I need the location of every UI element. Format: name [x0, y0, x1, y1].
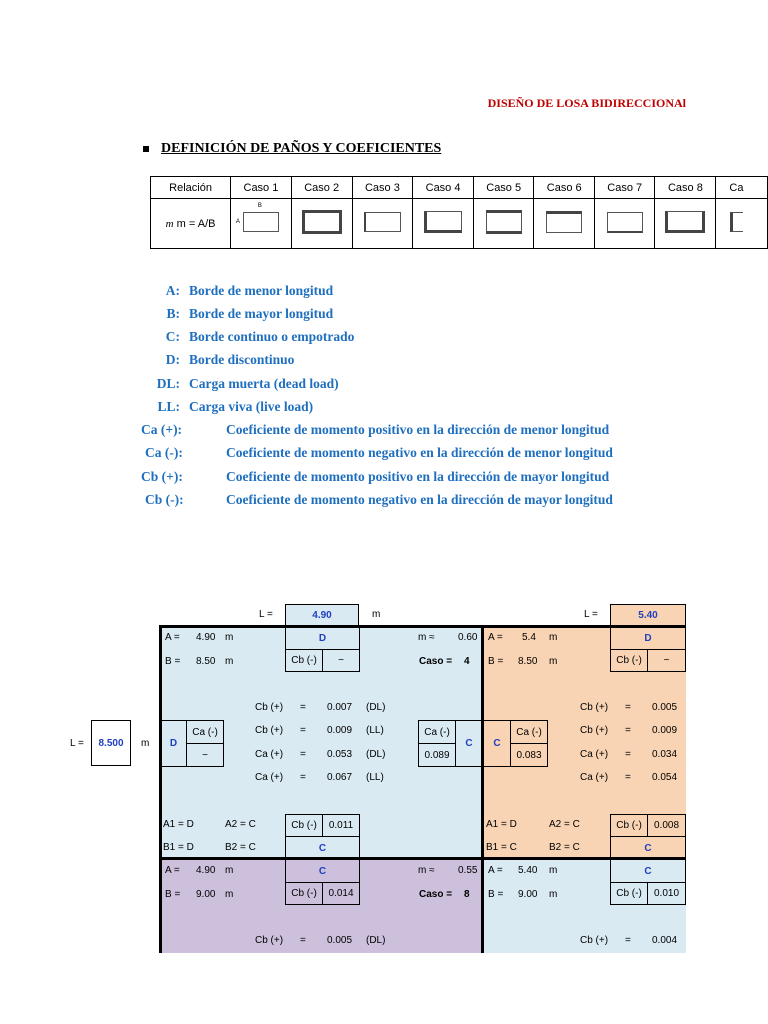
legend-text: Carga muerta (dead load) — [189, 376, 339, 391]
p1-m-label: m ≈ — [418, 632, 435, 643]
p1-bottom-edge: C — [285, 836, 360, 859]
p2-top-edge: D — [610, 627, 686, 650]
p1-a2: A2 = C — [225, 819, 256, 830]
span-l1-value: 4.90 — [285, 604, 359, 626]
slab-case-2-icon — [302, 210, 342, 234]
p3-a-unit: m — [225, 865, 234, 876]
legend-text: Borde continuo o empotrado — [189, 329, 355, 344]
legend-text: Carga viva (live load) — [189, 399, 314, 414]
legend-key: Cb (-): — [145, 492, 184, 507]
slab-case-1-icon — [235, 203, 279, 232]
p1-b-label: B = — [165, 656, 181, 667]
p1-coef-value: 0.053 — [327, 749, 353, 760]
top-border — [159, 625, 686, 628]
p1-left-edge: D — [161, 720, 187, 767]
legend-key: Ca (-): — [145, 445, 183, 460]
span-unit: m — [141, 738, 150, 749]
caso-4-diagram — [413, 199, 474, 249]
p4-b-value: 9.00 — [518, 889, 538, 900]
p4-a-value: 5.40 — [518, 865, 538, 876]
p1-b-value: 8.50 — [196, 656, 216, 667]
legend-text: Coeficiente de momento negativo en la dirección de mayor longitud — [226, 492, 613, 507]
p2-bottom-edge: C — [610, 836, 686, 859]
p2-coef-eq: = — [625, 749, 631, 760]
span-l-label: L = — [584, 609, 598, 620]
caso-1-diagram — [231, 199, 292, 249]
p2-b-value: 8.50 — [518, 656, 538, 667]
slab-case-7-icon — [607, 212, 643, 233]
p2-cbneg-bottom-value: 0.008 — [647, 814, 686, 837]
legend-key: DL: — [156, 376, 180, 391]
span-l2-value: 5.40 — [610, 604, 686, 626]
caso-5-diagram — [473, 199, 534, 249]
header-caso-9: Ca — [716, 177, 768, 199]
header-caso-3: Caso 3 — [352, 177, 413, 199]
p2-coef-value: 0.054 — [652, 772, 678, 783]
label-b: B — [257, 203, 262, 209]
p1-right-ca-value: 0.089 — [418, 743, 456, 767]
p3-coef-name: Cb (+) — [255, 935, 284, 946]
legend-key: B: — [166, 306, 180, 321]
slab-case-8-icon — [665, 211, 705, 233]
legend-key: C: — [165, 329, 180, 344]
p1-coef-name: Ca (+) — [255, 772, 284, 783]
row-label-m: m m = A/B — [151, 199, 231, 249]
p1-right-edge: C — [455, 720, 482, 767]
p2-cbneg-top-value: − — [647, 649, 686, 672]
legend-text: Borde de mayor longitud — [189, 306, 334, 321]
slab-case-5-icon — [486, 210, 522, 234]
p1-coef-value: 0.067 — [327, 772, 353, 783]
p1-coef-eq: = — [300, 725, 306, 736]
header-caso-7: Caso 7 — [594, 177, 655, 199]
legend-text: Borde discontinuo — [189, 352, 295, 367]
p3-caso-label: Caso = — [419, 889, 453, 900]
p4-a-label: A = — [488, 865, 503, 876]
caso-6-diagram — [534, 199, 595, 249]
header-caso-5: Caso 5 — [473, 177, 534, 199]
legend-key: Ca (+): — [141, 422, 183, 437]
caso-7-diagram — [594, 199, 655, 249]
p3-coef-value: 0.005 — [327, 935, 353, 946]
p2-coef-name: Cb (+) — [580, 702, 609, 713]
p1-coef-load: (LL) — [366, 772, 384, 783]
header-caso-2: Caso 2 — [291, 177, 352, 199]
p1-b-unit: m — [225, 656, 234, 667]
p4-a-unit: m — [549, 865, 558, 876]
p4-b-label: B = — [488, 889, 504, 900]
mid-horizontal-border — [159, 857, 686, 860]
p1-coef-load: (DL) — [366, 749, 386, 760]
header-relacion: Relación — [151, 177, 231, 199]
p3-b-value: 9.00 — [196, 889, 216, 900]
legend-text: Coeficiente de momento positivo en la dirección de menor longitud — [226, 422, 610, 437]
label-a: A — [235, 219, 240, 225]
legend-key: D: — [165, 352, 180, 367]
p2-b-label: B = — [488, 656, 504, 667]
p4-coef-name: Cb (+) — [580, 935, 609, 946]
legend-key: A: — [165, 283, 180, 298]
header-caso-6: Caso 6 — [534, 177, 595, 199]
p1-ca-neg-value: − — [186, 743, 224, 767]
left-border — [159, 625, 162, 953]
slab-case-9-icon — [730, 212, 743, 232]
p4-coef-eq: = — [625, 935, 631, 946]
span-l-label: L = — [259, 609, 273, 620]
p3-cbneg-top-value: 0.014 — [322, 882, 360, 905]
p2-b2: B2 = C — [549, 842, 580, 853]
case-table-diagram-row — [151, 199, 768, 249]
p2-left-edge: C — [484, 720, 511, 767]
p4-cbneg-top-label: Cb (-) — [610, 882, 648, 905]
header-caso-4: Caso 4 — [413, 177, 474, 199]
legend-text: Coeficiente de momento positivo en la dirección de mayor longitud — [226, 469, 610, 484]
p1-caso-label: Caso = — [419, 656, 453, 667]
p2-coef-name: Cb (+) — [580, 725, 609, 736]
p1-coef-eq: = — [300, 702, 306, 713]
p3-cbneg-top-label: Cb (-) — [285, 882, 323, 905]
p1-coef-value: 0.009 — [327, 725, 353, 736]
p1-cbneg-bottom-value: 0.011 — [322, 814, 360, 837]
document-title: DISEÑO DE LOSA BIDIRECCIONAl — [487, 96, 686, 110]
slab-case-6-icon — [546, 211, 582, 233]
p3-top-edge: C — [285, 860, 360, 883]
span-l-label: L = — [70, 738, 84, 749]
p1-a-unit: m — [225, 632, 234, 643]
span-unit: m — [372, 609, 381, 620]
p3-coef-eq: = — [300, 935, 306, 946]
p2-coef-name: Ca (+) — [580, 772, 609, 783]
p3-coef-load: (DL) — [366, 935, 386, 946]
p2-coef-name: Ca (+) — [580, 749, 609, 760]
p2-b-unit: m — [549, 656, 558, 667]
p3-b-label: B = — [165, 889, 181, 900]
p1-cbneg-top-label: Cb (-) — [285, 649, 323, 672]
caso-8-diagram — [655, 199, 716, 249]
p1-coef-name: Cb (+) — [255, 702, 284, 713]
p1-ca-neg-label: Ca (-) — [186, 720, 224, 744]
p4-b-unit: m — [549, 889, 558, 900]
p3-caso-value: 8 — [464, 889, 470, 900]
p1-cbneg-bottom-label: Cb (-) — [285, 814, 323, 837]
p1-coef-eq: = — [300, 772, 306, 783]
p1-m-value: 0.60 — [458, 632, 478, 643]
p2-coef-eq: = — [625, 772, 631, 783]
slab-case-4-icon — [424, 211, 462, 233]
header-caso-8: Caso 8 — [655, 177, 716, 199]
p2-a1: A1 = D — [486, 819, 517, 830]
p1-coef-name: Cb (+) — [255, 725, 284, 736]
row-label-m-text: m = A/B — [176, 217, 216, 230]
p2-ca-neg-label: Ca (-) — [510, 720, 548, 744]
legend-text: Coeficiente de momento negativo en la dirección de menor longitud — [226, 445, 613, 460]
p2-coef-value: 0.009 — [652, 725, 678, 736]
p4-top-edge: C — [610, 860, 686, 883]
caso-9-diagram — [716, 199, 768, 249]
p2-a-value: 5.4 — [522, 632, 536, 643]
p2-coef-value: 0.034 — [652, 749, 678, 760]
p2-a-label: A = — [488, 632, 503, 643]
header-caso-1: Caso 1 — [231, 177, 292, 199]
p1-right-ca-label: Ca (-) — [418, 720, 456, 744]
p1-cbneg-top-value: − — [322, 649, 360, 672]
p1-top-edge: D — [285, 627, 360, 650]
p1-coef-value: 0.007 — [327, 702, 353, 713]
section-title: DEFINICIÓN DE PAÑOS Y COEFICIENTES — [161, 141, 442, 156]
p1-b2: B2 = C — [225, 842, 256, 853]
caso-2-diagram — [291, 199, 352, 249]
p3-b-unit: m — [225, 889, 234, 900]
bullet-icon — [143, 146, 149, 152]
p2-coef-eq: = — [625, 725, 631, 736]
p1-coef-name: Ca (+) — [255, 749, 284, 760]
p1-coef-load: (LL) — [366, 725, 384, 736]
p4-coef-value: 0.004 — [652, 935, 678, 946]
span-ly-value: 8.500 — [91, 720, 131, 766]
case-table-header-row — [151, 177, 768, 199]
legend-key: Cb (+): — [141, 469, 183, 484]
p3-m-label: m ≈ — [418, 865, 435, 876]
p2-a2: A2 = C — [549, 819, 580, 830]
p2-b1: B1 = C — [486, 842, 517, 853]
case-table — [150, 176, 768, 249]
p2-coef-eq: = — [625, 702, 631, 713]
slab-case-3-icon — [364, 212, 401, 232]
middle-border — [481, 625, 484, 953]
p1-caso-value: 4 — [464, 656, 470, 667]
p1-a-value: 4.90 — [196, 632, 216, 643]
caso-3-diagram — [352, 199, 413, 249]
p1-coef-load: (DL) — [366, 702, 386, 713]
p2-coef-value: 0.005 — [652, 702, 678, 713]
p2-a-unit: m — [549, 632, 558, 643]
p2-cbneg-bottom-label: Cb (-) — [610, 814, 648, 837]
legend-text: Borde de menor longitud — [189, 283, 334, 298]
p2-cbneg-top-label: Cb (-) — [610, 649, 648, 672]
p3-a-value: 4.90 — [196, 865, 216, 876]
p1-b1: B1 = D — [163, 842, 194, 853]
legend-key: LL: — [157, 399, 180, 414]
p4-cbneg-top-value: 0.010 — [647, 882, 686, 905]
p1-coef-eq: = — [300, 749, 306, 760]
p3-m-value: 0.55 — [458, 865, 478, 876]
p1-a-label: A = — [165, 632, 180, 643]
p1-a1: A1 = D — [163, 819, 194, 830]
p3-a-label: A = — [165, 865, 180, 876]
p2-ca-neg-value: 0.083 — [510, 743, 548, 767]
